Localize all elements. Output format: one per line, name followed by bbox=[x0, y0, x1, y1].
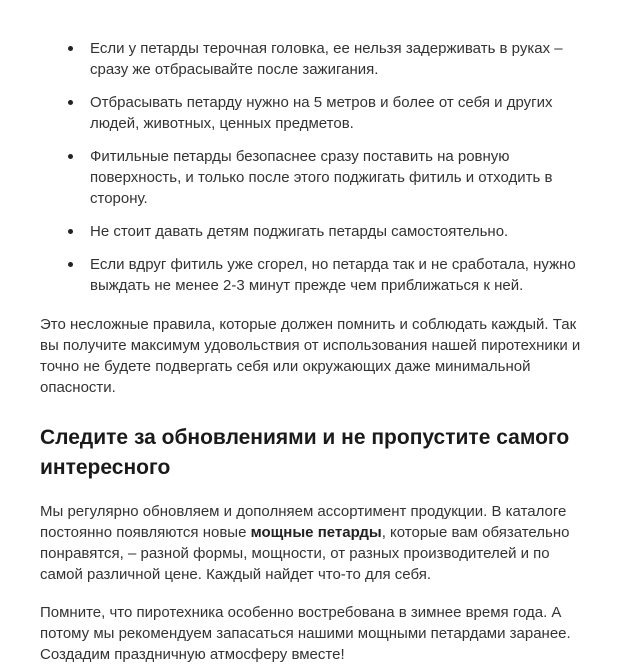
list-item-text: Если вдруг фитиль уже сгорел, но петарда так и не сработала, нужно выждать не менее 2-3 минут прежде чем приближаться к ней. bbox=[90, 256, 576, 294]
bold-phrase: мощные петарды bbox=[250, 524, 382, 541]
list-item-text: Фитильные петарды безопаснее сразу поставить на ровную поверхность, и только после этого поджигать фитиль и отходить в сторону. bbox=[90, 148, 553, 207]
list-item bbox=[68, 38, 590, 80]
bullet-icon bbox=[68, 154, 73, 159]
list-item bbox=[68, 146, 590, 209]
list-item-text: Если у петарды терочная головка, ее нельзя задерживать в руках – сразу же отбрасывайте после зажигания. bbox=[90, 40, 563, 78]
bullet-icon bbox=[68, 229, 73, 234]
bullet-icon bbox=[68, 100, 73, 105]
list-item bbox=[68, 221, 590, 242]
list-item-text: Отбрасывать петарду нужно на 5 метров и более от себя и других людей, животных, ценных предметов. bbox=[90, 94, 553, 132]
summary-paragraph: Это несложные правила, которые должен помнить и соблюдать каждый. Так вы получите максимум удовольствия от использования нашей пиротехники и точно не будете подвергать себя или окружающих даже минимальной опасности. bbox=[40, 316, 581, 396]
list-item bbox=[68, 254, 590, 296]
updates-text-before: Мы регулярно обновляем и дополняем ассортимент продукции. В каталоге постоянно появляются новые bbox=[40, 503, 567, 541]
reminder-paragraph: Помните, что пиротехника особенно востребована в зимнее время года. А потому мы рекомендуем запасаться нашими мощными петардами заранее. Создадим праздничную атмосферу вместе! bbox=[40, 604, 571, 663]
safety-rules-list bbox=[40, 38, 590, 296]
list-item bbox=[68, 92, 590, 134]
bullet-icon bbox=[68, 262, 73, 267]
updates-text-after: , которые вам обязательно понравятся, – разной формы, мощности, от разных производителей и по самой различной цене. Каждый найдет что-то для себя. bbox=[40, 524, 570, 583]
bullet-icon bbox=[68, 46, 73, 51]
list-item-text: Не стоит давать детям поджигать петарды самостоятельно. bbox=[90, 223, 509, 240]
section-heading: Следите за обновлениями и не пропустите самого интересного bbox=[40, 426, 570, 479]
updates-paragraph bbox=[40, 501, 590, 585]
